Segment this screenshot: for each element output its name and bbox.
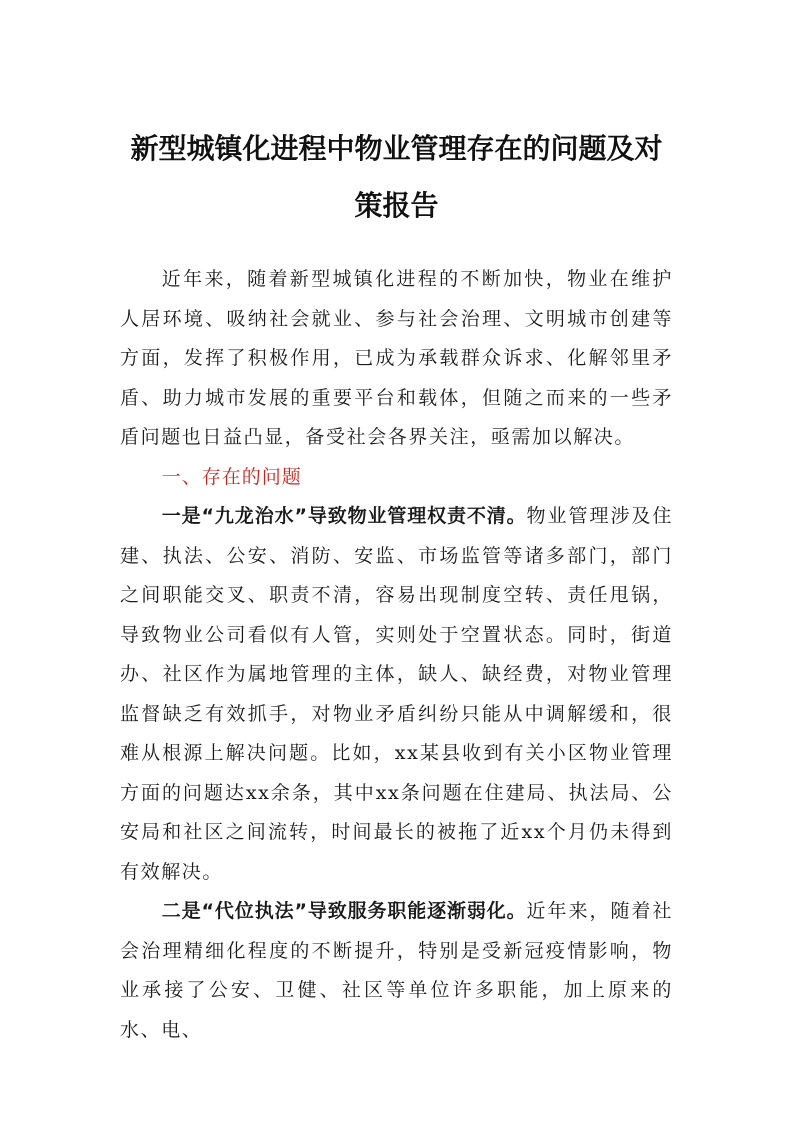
point-1-paragraph — [120, 497, 673, 892]
title-line-2: 策报告 — [354, 189, 439, 222]
document-body — [120, 260, 673, 1050]
point-2-lead: 二是“代位执法”导致服务职能逐渐弱化。 — [161, 900, 527, 922]
section-heading: 一、存在的问题 — [161, 465, 302, 488]
point-2-paragraph — [120, 892, 673, 1050]
point-2-text: 近年来，随着社会治理精细化程度的不断提升，特别是受新冠疫情影响，物业承接了公安、卫健、社区等单位许多职能，加上原来的水、电、 — [120, 900, 673, 1041]
title-line-1: 新型城镇化进程中物业管理存在的问题及对 — [130, 132, 663, 165]
intro-paragraph: 近年来，随着新型城镇化进程的不断加快，物业在维护人居环境、吸纳社会就业、参与社会治理、文明城市创建等方面，发挥了积极作用，已成为承载群众诉求、化解邻里矛盾、助力城市发展的重要平台和载体，但随之而来的一些矛盾问题也日益凸显，备受社会各界关注，亟需加以解决。 — [120, 268, 673, 448]
point-1-lead: 一是“九龙治水”导致物业管理权责不清。 — [161, 505, 527, 527]
point-1-text: 物业管理涉及住建、执法、公安、消防、安监、市场监管等诸多部门，部门之间职能交叉、职责不清，容易出现制度空转、责任甩锅，导致物业公司看似有人管，实则处于空置状态。同时，街道办、社区作为属地管理的主体，缺人、缺经费，对物业管理监督缺乏有效抓手，对物业矛盾纠纷只能从中调解缓和，很难从根源上解决问题。比如，xx某县收到有关小区物业管理方面的问题达xx余条，其中xx条问题在住建局、执法局、公安局和社区之间流转，时间最长的被拖了近xx个月仍未得到有效解决。 — [120, 505, 673, 883]
document-title — [100, 120, 693, 234]
